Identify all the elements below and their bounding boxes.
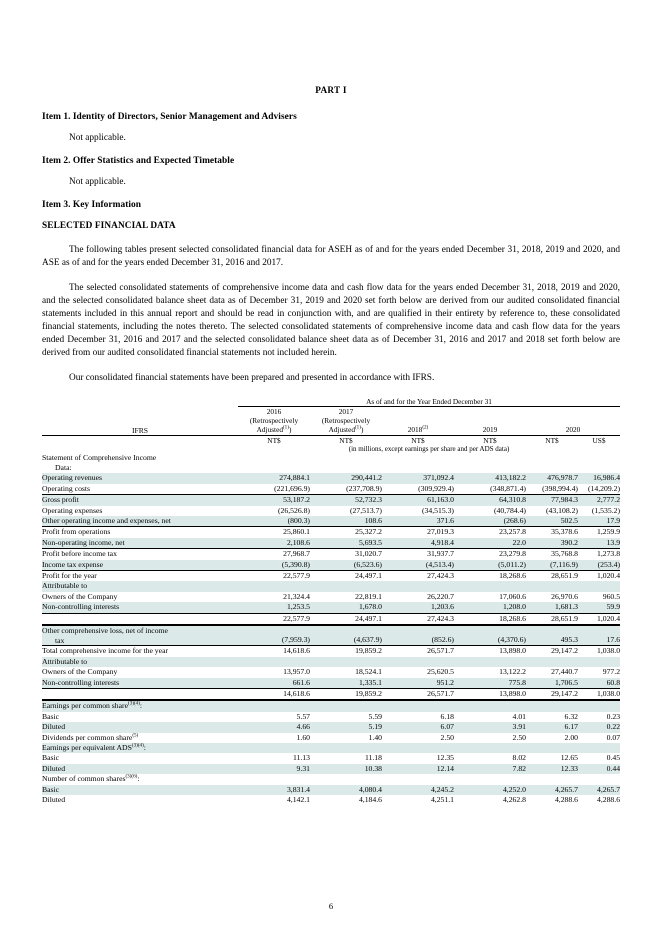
table-cell <box>578 700 620 711</box>
table-row-label: Owners of the Company <box>42 591 118 601</box>
table-cell: 775.8 <box>454 678 526 689</box>
table-units-note: (in millions, except earnings per share and per ADS data) <box>348 444 510 453</box>
table-cell: 2.00 <box>564 732 578 742</box>
table-cell: 4,245.2 <box>382 785 454 795</box>
table-cell: (800.3) <box>238 516 310 527</box>
table-cell: (27,513.7) <box>349 505 382 515</box>
table-cell: 4.01 <box>512 711 526 721</box>
table-cell: (4,637.9) <box>310 625 382 646</box>
table-cell: 18,268.6 <box>454 613 526 625</box>
table-cell: 12.65 <box>560 753 578 763</box>
table-cell: 24,497.1 <box>310 571 382 582</box>
table-cell <box>526 581 578 591</box>
table-header <box>42 397 620 453</box>
table-cell: 977.2 <box>602 667 621 677</box>
table-cell: 25,620.5 <box>427 667 454 677</box>
table-cell: 5.59 <box>368 711 382 721</box>
table-row <box>42 743 620 753</box>
table-cell: 11.18 <box>364 753 382 763</box>
table-cell: 4,184.6 <box>358 794 382 804</box>
table-row-label: Dividends per common share$^{(5)}$ <box>42 731 139 742</box>
table-cell: 4,265.7 <box>578 785 620 795</box>
item-body-1: Not applicable. <box>69 133 126 143</box>
table-cell: 495.3 <box>526 625 578 646</box>
table-cell: 17.6 <box>578 625 620 646</box>
table-cell: 53,187.2 <box>238 495 310 506</box>
table-cell: 6.07 <box>382 722 454 732</box>
table-cell <box>310 581 382 591</box>
section-heading: SELECTED FINANCIAL DATA <box>42 221 176 231</box>
table-cell: (348,871.4) <box>490 483 526 493</box>
table-cell: 17.9 <box>578 516 620 527</box>
table-row-label: Non-controlling interests <box>42 678 238 689</box>
table-cell: 19,859.2 <box>310 688 382 700</box>
table-cell: (852.6) <box>382 625 454 646</box>
table-cell: (221,696.9) <box>274 483 310 493</box>
table-column-header-3: 2018$^{(2)}$ <box>382 407 454 436</box>
table-cell <box>578 657 620 667</box>
table-cell: 21,324.4 <box>283 591 310 601</box>
table-cell <box>310 743 382 753</box>
table-cell: 22,577.9 <box>238 571 310 582</box>
table-cell: 960.5 <box>602 591 621 601</box>
table-row-label: Diluted <box>42 722 238 732</box>
table-cell: 0.22 <box>578 722 620 732</box>
table-currency-header-5: NT$ <box>545 435 559 445</box>
table-cell: 502.5 <box>526 516 578 527</box>
table-cell: (26,526.8) <box>277 505 310 515</box>
table-row <box>42 592 620 602</box>
table-row <box>42 625 620 646</box>
table-cell: 1.40 <box>368 732 382 742</box>
table-cell: 28,651.9 <box>526 613 578 625</box>
table-cell: 28,651.9 <box>526 571 578 582</box>
table-cell: 27,968.7 <box>238 549 310 560</box>
table-cell: 4,262.8 <box>502 794 526 804</box>
table-cell <box>382 657 454 667</box>
table-cell: (4,513.4) <box>382 560 454 571</box>
table-row <box>42 753 620 763</box>
table-row <box>42 484 620 495</box>
table-row <box>42 678 620 689</box>
item-body-2: Not applicable. <box>69 177 126 187</box>
table-cell <box>382 700 454 711</box>
table-cell: 1,020.4 <box>578 613 620 625</box>
table-row-label: Diluted <box>42 794 66 804</box>
table-row-label: Total comprehensive income for the year <box>42 646 238 657</box>
table-cell: 371.6 <box>382 516 454 527</box>
table-row <box>42 657 620 667</box>
table-cell: 29,147.2 <box>526 688 578 700</box>
table-cell <box>238 657 310 667</box>
table-row-label: Attributable to <box>42 657 238 667</box>
table-cell: 13.9 <box>578 538 620 549</box>
table-cell: 4,252.0 <box>454 785 526 795</box>
table-cell: (14,209.2) <box>588 483 621 493</box>
table-cell: (5,011.2) <box>454 560 526 571</box>
table-cell: (1,535.2) <box>591 505 621 515</box>
table-row <box>42 774 620 784</box>
table-row <box>42 538 620 549</box>
table-cell: 12.35 <box>436 753 454 763</box>
table-cell: 0.07 <box>606 732 621 742</box>
table-cell: 12.14 <box>382 764 454 774</box>
table-cell: 27,019.3 <box>382 527 454 538</box>
table-cell: 22.0 <box>454 538 526 549</box>
table-row-label: Attributable to <box>42 581 238 591</box>
table-cell <box>578 581 620 591</box>
table-row <box>42 473 620 483</box>
table-cell: 6.32 <box>564 711 578 721</box>
table-cell: 31,937.7 <box>382 549 454 560</box>
table-cell: 1,273.8 <box>578 549 620 560</box>
table-cell <box>454 657 526 667</box>
table-cell: 3.91 <box>454 722 526 732</box>
table-row-label: Other operating income and expenses, net <box>42 516 238 527</box>
table-cell: 61,163.0 <box>382 495 454 506</box>
table-cell: 11.13 <box>292 753 310 763</box>
table-row <box>42 795 620 805</box>
table-cell: 108.6 <box>310 516 382 527</box>
table-cell: 13,898.0 <box>454 688 526 700</box>
table-row <box>42 560 620 571</box>
table-cell <box>382 581 454 591</box>
table-row-label-header: IFRS <box>42 407 238 436</box>
table-cell: 35,768.8 <box>526 549 578 560</box>
table-column-header-1: 2016 (Retrospectively Adjusted$^{(1)}$) <box>238 407 310 436</box>
table-cell: 5.57 <box>296 711 310 721</box>
table-span-header: As of and for the Year Ended December 31 <box>238 397 620 407</box>
table-row-label: Basic <box>42 711 60 721</box>
table-cell: (34,515.3) <box>421 505 454 515</box>
table-cell <box>454 743 526 753</box>
table-cell: 64,310.8 <box>454 495 526 506</box>
page-number: 6 <box>328 901 334 911</box>
table-cell: 476,978.7 <box>526 473 578 483</box>
table-column-header-5: 2020 <box>526 407 620 436</box>
table-cell: 60.8 <box>578 678 620 689</box>
table-cell: 14,618.6 <box>238 688 310 700</box>
table-cell: 0.45 <box>606 753 621 763</box>
table-cell: 18,524.1 <box>355 667 382 677</box>
table-cell <box>382 743 454 753</box>
table-currency-header-3: NT$ <box>411 435 425 445</box>
table-row <box>42 785 620 795</box>
table-cell: (398,994.4) <box>542 483 578 493</box>
table-row <box>42 712 620 722</box>
table-currency-header-2: NT$ <box>339 435 353 445</box>
table-cell: 25,327.2 <box>310 527 382 538</box>
table-cell: 10.38 <box>310 764 382 774</box>
table-row <box>42 733 620 743</box>
table-row-label: Gross profit <box>42 495 238 506</box>
table-cell <box>526 774 578 784</box>
table-cell <box>382 774 454 784</box>
table-cell: 661.6 <box>238 678 310 689</box>
table-cell: 4,265.7 <box>526 785 578 795</box>
item-heading-3: Item 3. Key Information <box>42 200 142 210</box>
table-cell <box>238 743 310 753</box>
table-cell: 4.66 <box>238 722 310 732</box>
table-cell: 23,257.8 <box>454 527 526 538</box>
table-cell <box>526 743 578 753</box>
table-cell: (7,959.3) <box>238 625 310 646</box>
table-cell: 0.44 <box>578 764 620 774</box>
table-cell: 2,108.6 <box>238 538 310 549</box>
table-cell: 22,819.1 <box>355 591 382 601</box>
table-row-label <box>42 688 238 700</box>
table-cell: 17,060.6 <box>499 591 526 601</box>
table-section-title: Statement of Comprehensive Income Data: <box>42 452 157 473</box>
table-cell <box>454 774 526 784</box>
table-cell: (309,929.4) <box>418 483 454 493</box>
section-paragraph-1: The following tables present selected consolidated financial data for ASEH as of and for the years ended December 31, 2018, 2019 and 2020, and ASE as of and for the years ended December 31, 2016 and 2017. <box>42 245 620 268</box>
table-cell: 23,279.8 <box>454 549 526 560</box>
table-cell: 1,259.9 <box>578 527 620 538</box>
table-cell: (268.6) <box>454 516 526 527</box>
table-cell: 413,182.2 <box>454 473 526 483</box>
table-cell: 1,038.0 <box>578 646 620 657</box>
table-cell: 2,777.2 <box>578 495 620 506</box>
table-cell: 951.2 <box>382 678 454 689</box>
table-cell: 26,571.7 <box>382 688 454 700</box>
table-cell: 1,678.0 <box>310 602 382 613</box>
table-cell: 52,732.3 <box>310 495 382 506</box>
selected-financial-data-table <box>42 397 620 805</box>
part-title: PART I <box>315 85 347 95</box>
table-cell: 1,253.5 <box>238 602 310 613</box>
table-cell <box>310 700 382 711</box>
table-row <box>42 571 620 582</box>
table-row-label: Income tax expense <box>42 560 238 571</box>
table-row <box>42 646 620 657</box>
table-cell: 4,142.1 <box>286 794 310 804</box>
table-cell <box>238 774 310 784</box>
table-row-label: Non-controlling interests <box>42 602 238 613</box>
table-row <box>42 581 620 591</box>
table-cell: 1,681.3 <box>526 602 578 613</box>
table-cell <box>578 743 620 753</box>
table-cell: (4,370.6) <box>454 625 526 646</box>
table-currency-header-4: NT$ <box>483 435 497 445</box>
table-cell: 26,970.6 <box>551 591 578 601</box>
table-cell <box>310 774 382 784</box>
table-cell: 1,335.1 <box>310 678 382 689</box>
table-cell: 59.9 <box>578 602 620 613</box>
table-cell: 2.50 <box>512 732 526 742</box>
table-cell: 5,693.5 <box>310 538 382 549</box>
table-cell: 27,440.7 <box>551 667 578 677</box>
table-cell: (40,784.4) <box>493 505 526 515</box>
table-cell: 3,831.4 <box>238 785 310 795</box>
table-cell: 7.82 <box>454 764 526 774</box>
table-cell: 27,424.3 <box>382 571 454 582</box>
table-cell: 4,288.6 <box>596 794 621 804</box>
table-row <box>42 527 620 538</box>
table-currency-header-6: US$ <box>592 435 606 445</box>
table-cell: 22,577.9 <box>238 613 310 625</box>
table-cell: 16,986.4 <box>578 473 620 483</box>
table-row <box>42 516 620 527</box>
table-cell: 4,251.1 <box>430 794 454 804</box>
table-cell <box>526 700 578 711</box>
table-row-label: Profit for the year <box>42 571 238 582</box>
table-cell <box>238 700 310 711</box>
table-row <box>42 549 620 560</box>
table-cell: 4,080.4 <box>310 785 382 795</box>
table-row-label: Profit before income tax <box>42 549 238 560</box>
table-cell: 1,038.0 <box>578 688 620 700</box>
table-row <box>42 667 620 677</box>
table-cell: 19,859.2 <box>310 646 382 657</box>
table-row-label: Non-operating income, net <box>42 538 238 549</box>
table-cell: 371,092.4 <box>382 473 454 483</box>
table-cell: (6,523.6) <box>310 560 382 571</box>
table-cell: 12.33 <box>526 764 578 774</box>
table-cell <box>526 657 578 667</box>
table-row <box>42 495 620 506</box>
table-row-label <box>42 613 238 625</box>
table-cell: 29,147.2 <box>526 646 578 657</box>
table-cell: 0.23 <box>606 711 621 721</box>
table-cell: 1,203.6 <box>382 602 454 613</box>
table-cell: 26,220.7 <box>427 591 454 601</box>
table-cell: 31,020.7 <box>310 549 382 560</box>
table-column-header-4: 2019 <box>454 407 526 436</box>
table-cell: 13,898.0 <box>454 646 526 657</box>
table-cell: 14,618.6 <box>238 646 310 657</box>
table-cell: 6.18 <box>440 711 454 721</box>
table-row <box>42 613 620 625</box>
table-row-label: Operating revenues <box>42 473 238 483</box>
table-body <box>42 453 620 806</box>
table-cell: 6.17 <box>526 722 578 732</box>
table-cell: 1,208.0 <box>454 602 526 613</box>
table-cell: 25,860.1 <box>238 527 310 538</box>
table-cell: 9.31 <box>238 764 310 774</box>
section-paragraph-2: The selected consolidated statements of comprehensive income data and cash flow data for the years ended December 31, 2018, 2019 and 2020, and the selected consolidated balance sheet data as of December 31, 2019 and 2020 set forth below are derived from our audited consolidated financial statements included in this annual report and should be read in conjunction with, and are qualified in their entirety by reference to, these consolidated financial statements, including the notes thereto. The selected consolidated statements of comprehensive income data and cash flow data for the years ended December 31, 2016 and 2017 and the selected consolidated balance sheet data as of December 31, 2016 and 2017 and 2018 set forth below are derived from our audited consolidated financial statements not included herein. <box>42 283 620 358</box>
table-cell: 290,441.2 <box>310 473 382 483</box>
table-cell <box>310 657 382 667</box>
table-row-label: Operating expenses <box>42 505 103 515</box>
table-cell: (5,390.8) <box>238 560 310 571</box>
table-cell: 77,984.3 <box>526 495 578 506</box>
table-cell: 24,497.1 <box>310 613 382 625</box>
table-cell: 18,268.6 <box>454 571 526 582</box>
section-paragraph-3: Our consolidated financial statements have been prepared and presented in accordance with IFRS. <box>69 373 435 383</box>
table-cell: 27,424.3 <box>382 613 454 625</box>
table-column-header-2: 2017 (Retrospectively Adjusted$^{(1)}$) <box>310 407 382 436</box>
table-section-title-row <box>42 453 620 474</box>
table-cell: 35,378.6 <box>526 527 578 538</box>
table-row-label: Basic <box>42 785 238 795</box>
table-row-label: Diluted <box>42 764 238 774</box>
table-row-label: Operating costs <box>42 483 91 493</box>
table-row-label: Basic <box>42 753 60 763</box>
table-row <box>42 700 620 711</box>
table-cell: (237,708.9) <box>346 483 382 493</box>
table-currency-header-1: NT$ <box>267 435 281 445</box>
table-cell: 1.60 <box>296 732 310 742</box>
table-cell: 2.50 <box>440 732 454 742</box>
table-cell <box>454 700 526 711</box>
table-row <box>42 688 620 700</box>
table-row-label: Number of common shares$^{(3)(6)}$: <box>42 773 140 784</box>
table-cell: 8.02 <box>512 753 526 763</box>
table-row <box>42 764 620 774</box>
item-heading-1: Item 1. Identity of Directors, Senior Management and Advisers <box>42 112 297 122</box>
table-cell: 5.19 <box>310 722 382 732</box>
table-cell: 26,571.7 <box>382 646 454 657</box>
table-cell: 390.2 <box>526 538 578 549</box>
table-row-label: Other comprehensive loss, net of income tax <box>42 625 238 646</box>
table-row-label: Profit from operations <box>42 527 238 538</box>
table-row-label: Earnings per equivalent $ADS^{(3)(4)}$: <box>42 743 238 753</box>
table-cell: 4,288.6 <box>554 794 578 804</box>
table-cell <box>578 774 620 784</box>
table-cell: (7,116.9) <box>526 560 578 571</box>
item-heading-2: Item 2. Offer Statistics and Expected Timetable <box>42 156 235 166</box>
table-cell <box>454 581 526 591</box>
table-cell: 1,020.4 <box>578 571 620 582</box>
table-row <box>42 506 620 516</box>
table-cell: 274,884.1 <box>238 473 310 483</box>
table-cell: (253.4) <box>578 560 620 571</box>
table-row <box>42 602 620 613</box>
table-cell: 13,957.0 <box>283 667 310 677</box>
table-cell: 4,918.4 <box>382 538 454 549</box>
table-row-label: Earnings per common share$^{(3)(4)}$: <box>42 700 238 711</box>
table-cell: 1,706.5 <box>526 678 578 689</box>
table-row-label: Owners of the Company <box>42 667 118 677</box>
table-row <box>42 722 620 732</box>
table-cell: 13,122.2 <box>499 667 526 677</box>
table-cell: (43,108.2) <box>545 505 578 515</box>
table-cell <box>238 581 310 591</box>
